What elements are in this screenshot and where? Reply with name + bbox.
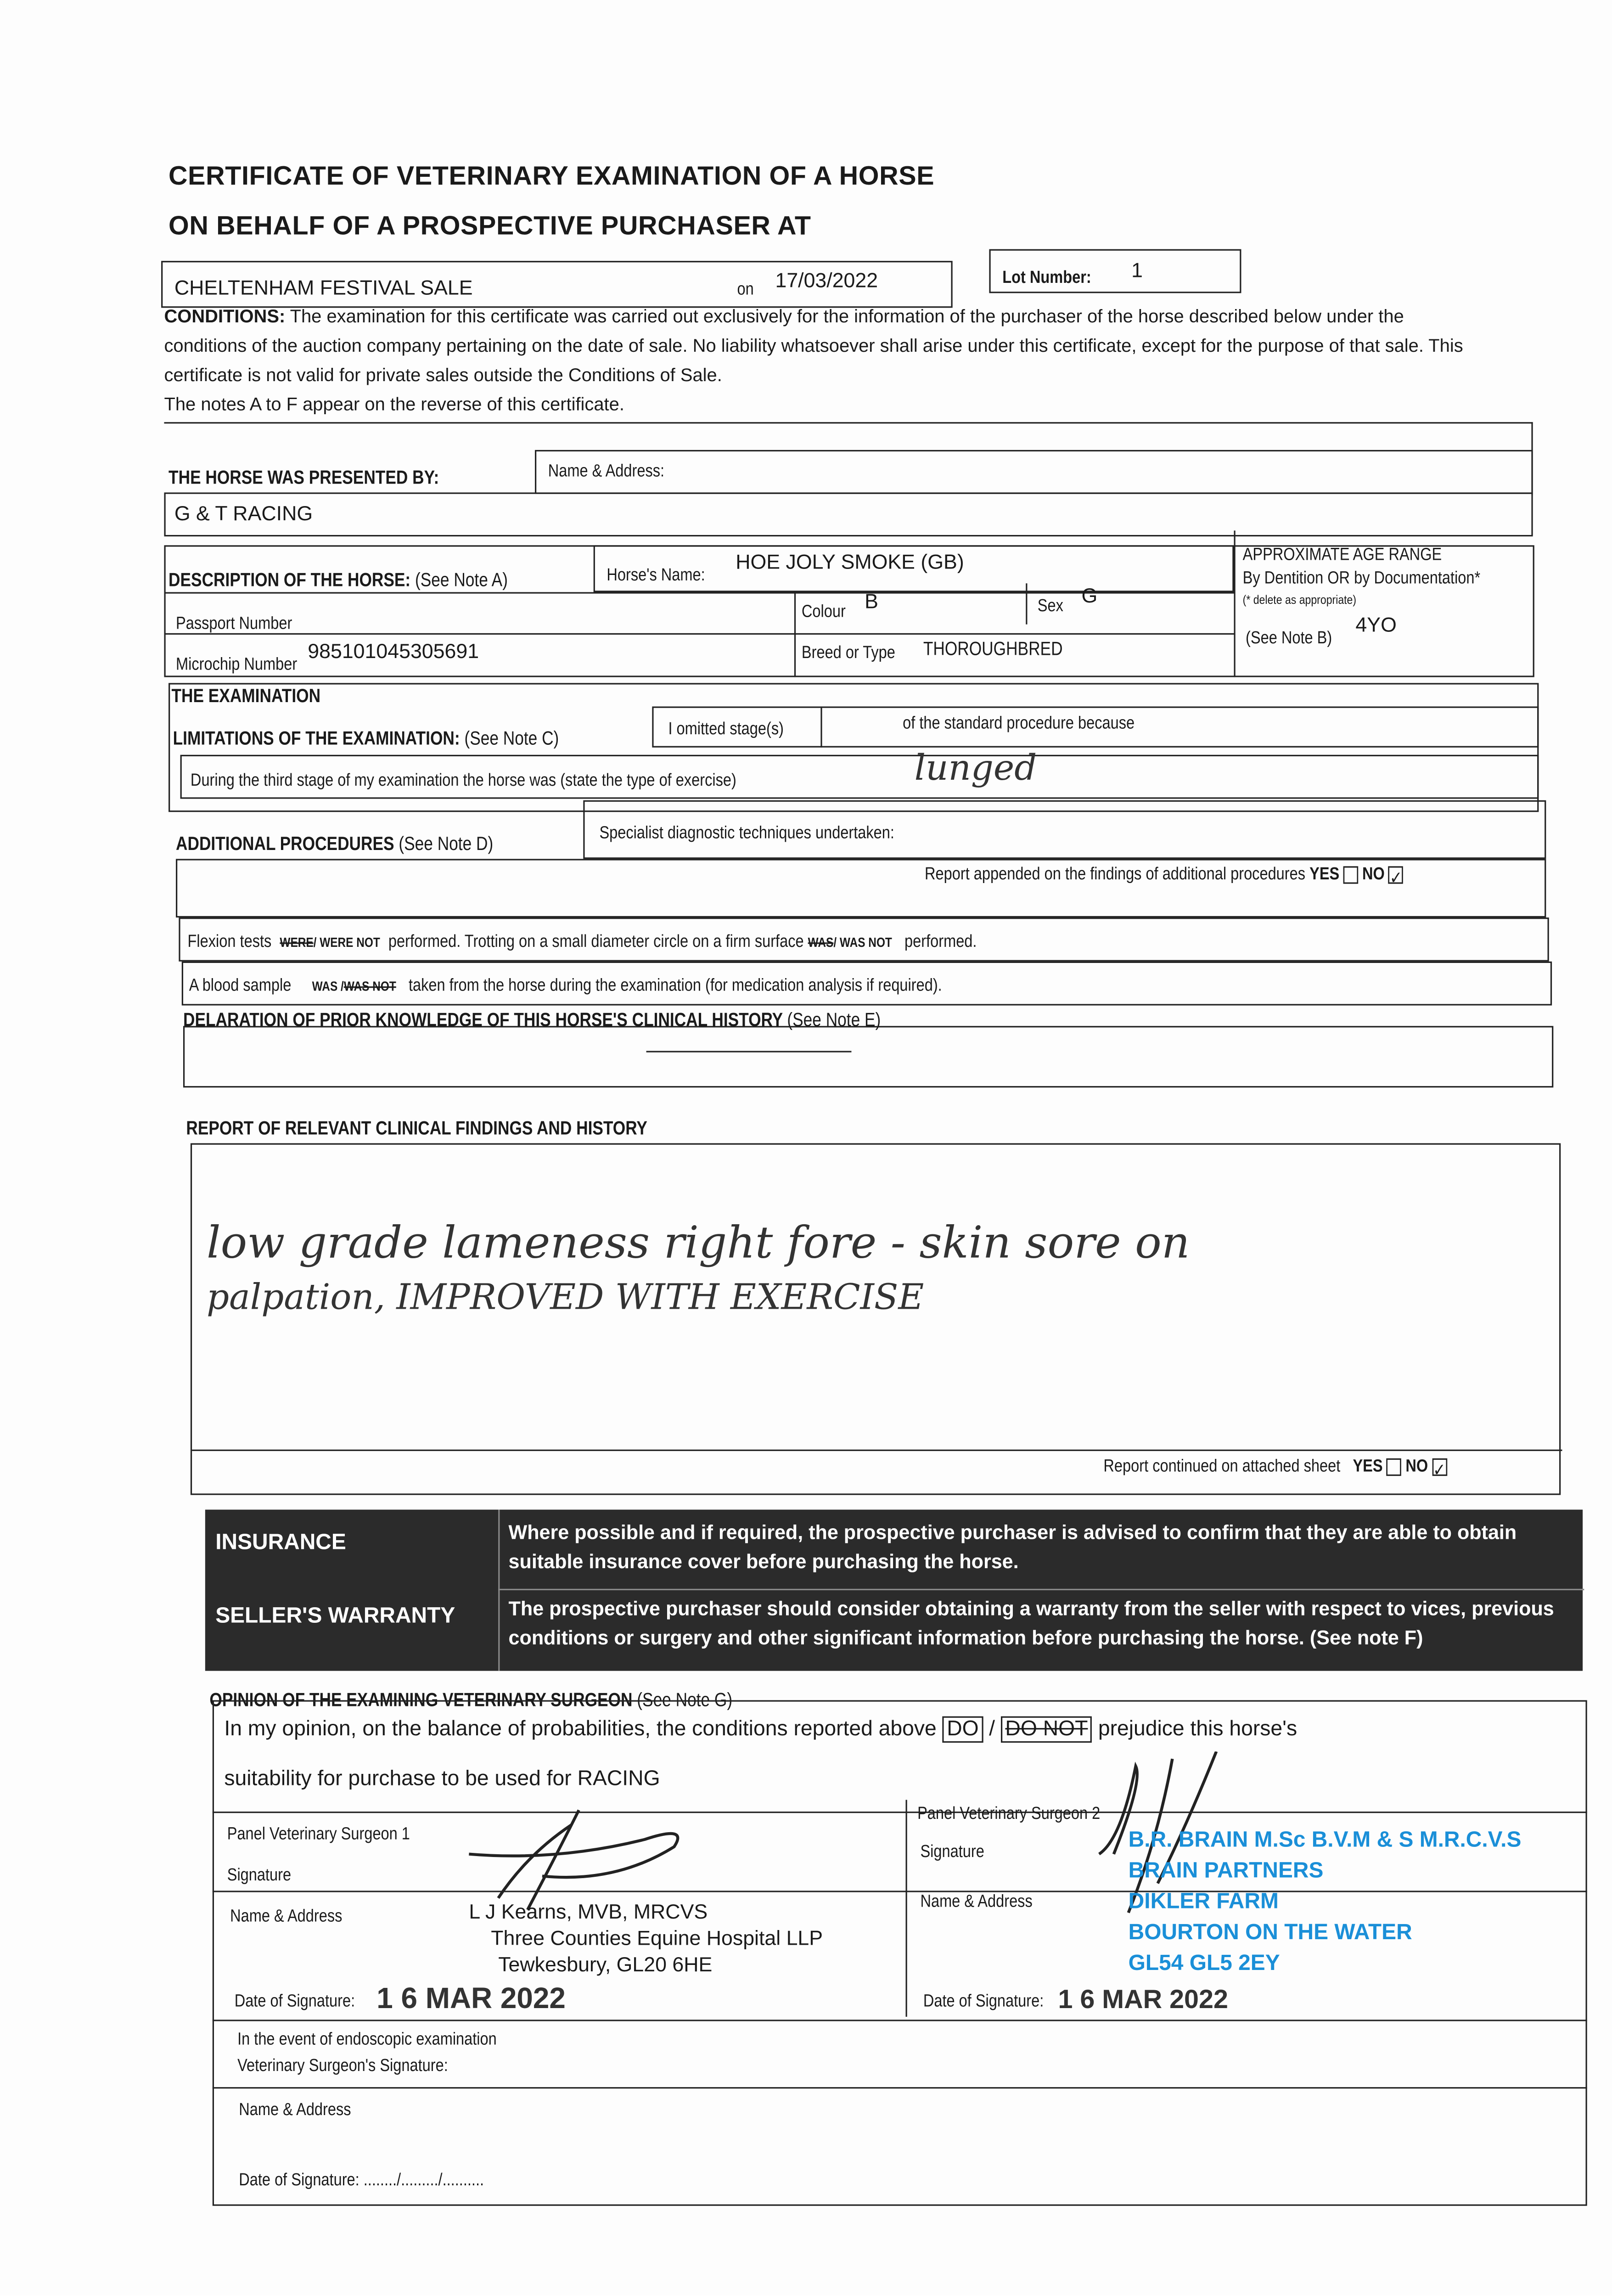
colour-label: Colour [801,601,846,622]
age-title: APPROXIMATE AGE RANGE [1242,544,1442,564]
sale-date: 17/03/2022 [775,268,878,292]
lot-label: Lot Number: [1002,266,1091,287]
surgeon2-name-label: Name & Address [920,1891,1033,1912]
limitations-label: LIMITATIONS OF THE EXAMINATION: (See Note C) [173,727,559,749]
opinion-text: In my opinion, on the balance of probabilities, the conditions reported above DO / DO NOT prejudice this horse's [224,1718,1297,1741]
horse-name: HOE JOLY SMOKE (GB) [736,549,964,573]
on-label: on [737,278,754,299]
limitations-field [652,706,1539,747]
report-line-1: low grade lameness right fore - skin sore on [207,1218,1190,1270]
passport-label: Passport Number [176,613,292,633]
description-label: DESCRIPTION OF THE HORSE: (See Note A) [169,568,508,591]
report-continued: Report continued on attached sheet YES NO ✓ [1103,1455,1446,1476]
no-checkbox-checked[interactable]: ✓ [1388,866,1404,884]
blood-sample-field [182,962,1552,1006]
microchip-label: Microchip Number [176,653,298,675]
surgeon1-name-label: Name & Address [230,1905,343,1926]
do-option[interactable]: DO [943,1716,983,1743]
warranty-label: SELLER'S WARRANTY [215,1603,455,1629]
lot-number: 1 [1131,258,1143,281]
endoscopic-label: In the event of endoscopic examination [237,2028,497,2049]
conditions-notes: The notes A to F appear on the reverse of this certificate. [164,394,624,415]
horse-name-label: Horse's Name: [607,564,705,585]
title-line-1: CERTIFICATE OF VETERINARY EXAMINATION OF A HORSE [169,161,935,191]
report-line-2: palpation, IMPROVED WITH EXERCISE [207,1277,924,1318]
endoscopic-date-label: Date of Signature: ......../........./.......... [239,2169,484,2190]
report-field [191,1143,1561,1495]
declaration-label: DELARATION OF PRIOR KNOWLEDGE OF THIS HORSE'S CLINICAL HISTORY (See Note E) [183,1008,881,1030]
endoscopic-signature-label: Veterinary Surgeon's Signature: [237,2054,448,2076]
additional-label: ADDITIONAL PROCEDURES (See Note D) [176,832,494,855]
breed-value: THOROUGHBRED [923,637,1063,660]
specialist-label: Specialist diagnostic techniques undertaken: [599,822,894,843]
suitability-text: suitability for purchase to be used for RACING [224,1767,660,1791]
microchip-value: 985101045305691 [308,639,479,663]
surgeon2-date-label: Date of Signature: [923,1990,1044,2011]
conditions-body: The examination for this certificate was carried out exclusively for the information of the purchaser of the horse described below under the conditions of the auction company pertaining on the date of sale. No liability whatsoever shall arise under this certificate, except for the purpose of that sale. This certificate is not valid for private sales outside the Conditions of Sale. [164,306,1463,386]
sex-label: Sex [1037,595,1063,616]
surgeon1-signature [440,1795,733,1913]
surgeon2-label: Panel Veterinary Surgeon 2 [917,1802,1101,1823]
advisory-box [205,1510,1583,1671]
conditions-text [164,302,1468,419]
blood-line: A blood sample WAS /WAS NOT taken from the horse during the examination (for medication analysis if required). [189,974,942,996]
insurance-text: Where possible and if required, the prospective purchaser is advised to confirm that they are able to obtain suitable insurance cover before purchasing the horse. [508,1521,1517,1573]
presented-name-box [535,450,1533,494]
sale-box [161,261,953,308]
presented-by-label: THE HORSE WAS PRESENTED BY: [169,466,439,488]
warranty-text: The prospective purchaser should consider obtaining a warranty from the seller with respect to vices, previous conditions or surgery and other significant information before purchasing the horse. (See note F) [508,1598,1554,1649]
presented-value: G & T RACING [174,501,313,525]
breed-label: Breed or Type [801,642,895,663]
presented-value-box [164,492,1533,536]
horse-name-field [594,545,1234,592]
surgeon1-address: Tewkesbury, GL20 6HE [498,1952,713,1976]
report-appended: Report appended on the findings of additional procedures YES NO ✓ [925,863,1404,884]
title-line-2: ON BEHALF OF A PROSPECTIVE PURCHASER AT [169,211,811,241]
presented-name-label: Name & Address: [548,460,665,481]
surgeon1-name: L J Kearns, MVB, MRCVS [469,1899,708,1923]
examination-title: THE EXAMINATION [171,684,321,707]
surgeon2-signature-label: Signature [920,1840,984,1862]
flexion-field [179,917,1549,962]
surgeon1-date-stamp: 1 6 MAR 2022 [376,1983,566,2015]
surgeon2-stamp: B.R. BRAIN M.Sc B.V.M & S M.R.C.V.S BRAIN PARTNERS DIKLER FARM BOURTON ON THE WATER GL54 GL5 2EY [1128,1828,1522,1976]
third-stage-field [180,747,1539,799]
surgeon1-date-label: Date of Signature: [234,1990,355,2011]
age-delete-note: (* delete as appropriate) [1242,592,1357,607]
surgeon1-org: Three Counties Equine Hospital LLP [491,1926,823,1950]
because-label: of the standard procedure because [903,712,1135,733]
flexion-line: Flexion tests WERE/ WERE NOT performed. Trotting on a small diameter circle on a firm surface WAS/ WAS NOT performed. [187,930,977,951]
third-stage-label: During the third stage of my examination the horse was (state the type of exercise) [190,769,736,790]
endoscopic-name-label: Name & Address [239,2099,351,2120]
surgeon2-date-stamp: 1 6 MAR 2022 [1058,1984,1228,2014]
do-not-option[interactable]: DO NOT [1001,1716,1092,1743]
lot-box [989,249,1241,293]
report-label: REPORT OF RELEVANT CLINICAL FINDINGS AND HISTORY [186,1117,647,1139]
conditions-label: CONDITIONS: [164,306,286,327]
third-stage-value: lunged [914,747,1037,789]
colour-value: B [865,589,878,613]
sex-value: G [1081,583,1098,607]
age-by: By Dentition OR by Documentation* [1242,567,1481,588]
surgeon1-signature-label: Signature [227,1864,292,1885]
omitted-label: I omitted stage(s) [668,718,784,739]
surgeon1-label: Panel Veterinary Surgeon 1 [227,1823,410,1844]
opinion-label: OPINION OF THE EXAMINING VETERINARY SURGEON (See Note G) [209,1688,733,1711]
declaration-field [183,1026,1553,1087]
continued-no-checkbox-checked[interactable]: ✓ [1432,1458,1447,1475]
continued-yes-checkbox[interactable] [1387,1458,1402,1475]
report-appended-field [176,859,1546,917]
sale-name: CHELTENHAM FESTIVAL SALE [174,276,473,299]
yes-checkbox[interactable] [1343,866,1358,884]
insurance-label: INSURANCE [215,1530,346,1555]
age-value: 4YO [1355,613,1397,636]
intended-use: RACING [577,1767,660,1791]
age-note: (See Note B) [1246,627,1332,648]
specialist-field [583,800,1546,859]
